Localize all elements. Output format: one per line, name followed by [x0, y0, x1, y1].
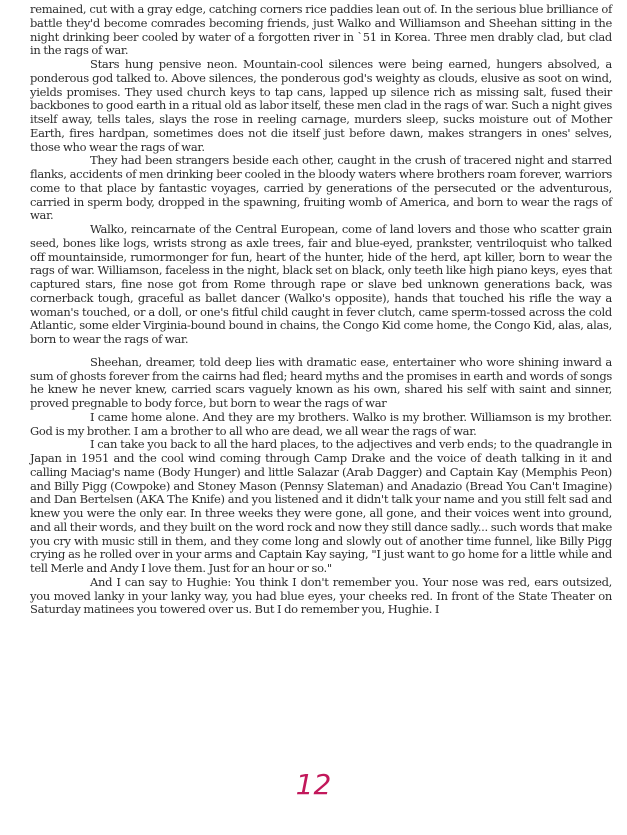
paragraph-7: I can take you back to all the hard places, to the adjectives and verb ends; to the quadrangle in Japan in 1951 and the cool wind coming through Camp Drake and the voice of death talking in it and calling Maciag's name (Body Hunger) and little Salazar (Arab Dagger) and Captain Kay (Memphis Peon) and Billy Pigg (Cowpoke) and Stoney Mason (Pennsy Slateman) and Anadazio (Bread You Can't Imagine) and Dan Bertelsen (AKA The Knife) and you listened and it didn't talk your name and you still felt sad and knew you were the only ear. In three weeks they were gone, all gone, and their voices went into ground, and all their words, and they built on the word rock and now they still dance sadly... such words that make you cry with music still in them, and they come long and slowly out of another time funnel, like Billy Pigg crying as he rolled over in your arms and Captain Kay saying, "I just want to go home for a little while and tell Merle and Andy I love them. Just for an hour or so.": [30, 437, 612, 575]
page-number: 12: [295, 768, 332, 801]
paragraph-1: remained, cut with a gray edge, catching corners rice paddies lean out of. In the serious blue brilliance of battle they'd become comrades becoming friends, just Walko and Williamson and Sheehan sitting in the night drinking beer cooled by water of a forgotten river in `51 in Korea. Three men drably clad, but clad in the rags of war.: [30, 2, 612, 58]
paragraph-3: They had been strangers beside each other, caught in the crush of tracered night and starred flanks, accidents of men drinking beer cooled in the bloody waters where brothers roam forever, warriors come to that place by fantastic voyages, carried by generations of the persecuted or the adventurous, carried in sperm body, dropped in the spawning, fruiting womb of America, and born to wear the rags of war.: [30, 153, 612, 223]
paragraph-8: And I can say to Hughie: You think I don't remember you. Your nose was red, ears outsized, you moved lanky in your lanky way, you had blue eyes, your cheeks red. In front of the State Theater on Saturday matinees you towered over us. But I do remember you, Hughie. I: [30, 574, 612, 617]
paragraph-4: Walko, reincarnate of the Central European, come of land lovers and those who scatter grain seed, bones like logs, wrists strong as axle trees, fair and blue-eyed, prankster, ventriloquist who talked off mountainside, rumormonger for fun, heart of the hunter, hide of the herd, apt killer, born to wear the rags of war. Williamson, faceless in the night, black set on black, only teeth like high piano keys, eyes that captured stars, fine nose got from Rome through rape or slave bed unknown generations back, was cornerback tough, graceful as ballet dancer (Walko's opposite), hands that touched his rifle the way a woman's touched, or a doll, or one's fitful child caught in fever clutch, came sperm-tossed across the cold Atlantic, some elder Virginia-bound bound in chains, the Congo Kid come home, the Congo Kid, alas, alas, born to wear the rags of war.: [30, 222, 612, 346]
paragraph-2: Stars hung pensive neon. Mountain-cool silences were being earned, hungers absolved, a ponderous god talked to. Above silences, the ponderous god's weighty as clouds, elusive as soot on wind, yields promises. They used church keys to tap cans, lapped up silence rich as missing salt, fused their backbones to good earth in a ritual old as labor itself, these men clad in the rags of war. Such a night gives itself away, tells tales, slays the rose in reeling carnage, murders sleep, sucks moisture out of Mother Earth, fires hardpan, sometimes does not die itself just before dawn, makes strangers in ones' selves, those who wear the rags of war.: [30, 57, 612, 154]
paragraph-5: Sheehan, dreamer, told deep lies with dramatic ease, entertainer who wore shining inward a sum of ghosts forever from the cairns had fled; heard myths and the promises in earth and words of songs he knew he never knew, carried scars vaguely known as his own, shared his self with saint and sinner, proved pregnable to body force, but born to wear the rags of war: [30, 354, 612, 410]
body-text: [30, 3, 612, 617]
paragraph-6: I came home alone. And they are my brothers. Walko is my brother. Williamson is my brother. God is my brother. I am a brother to all who are dead, we all wear the rags of war.: [30, 409, 612, 438]
